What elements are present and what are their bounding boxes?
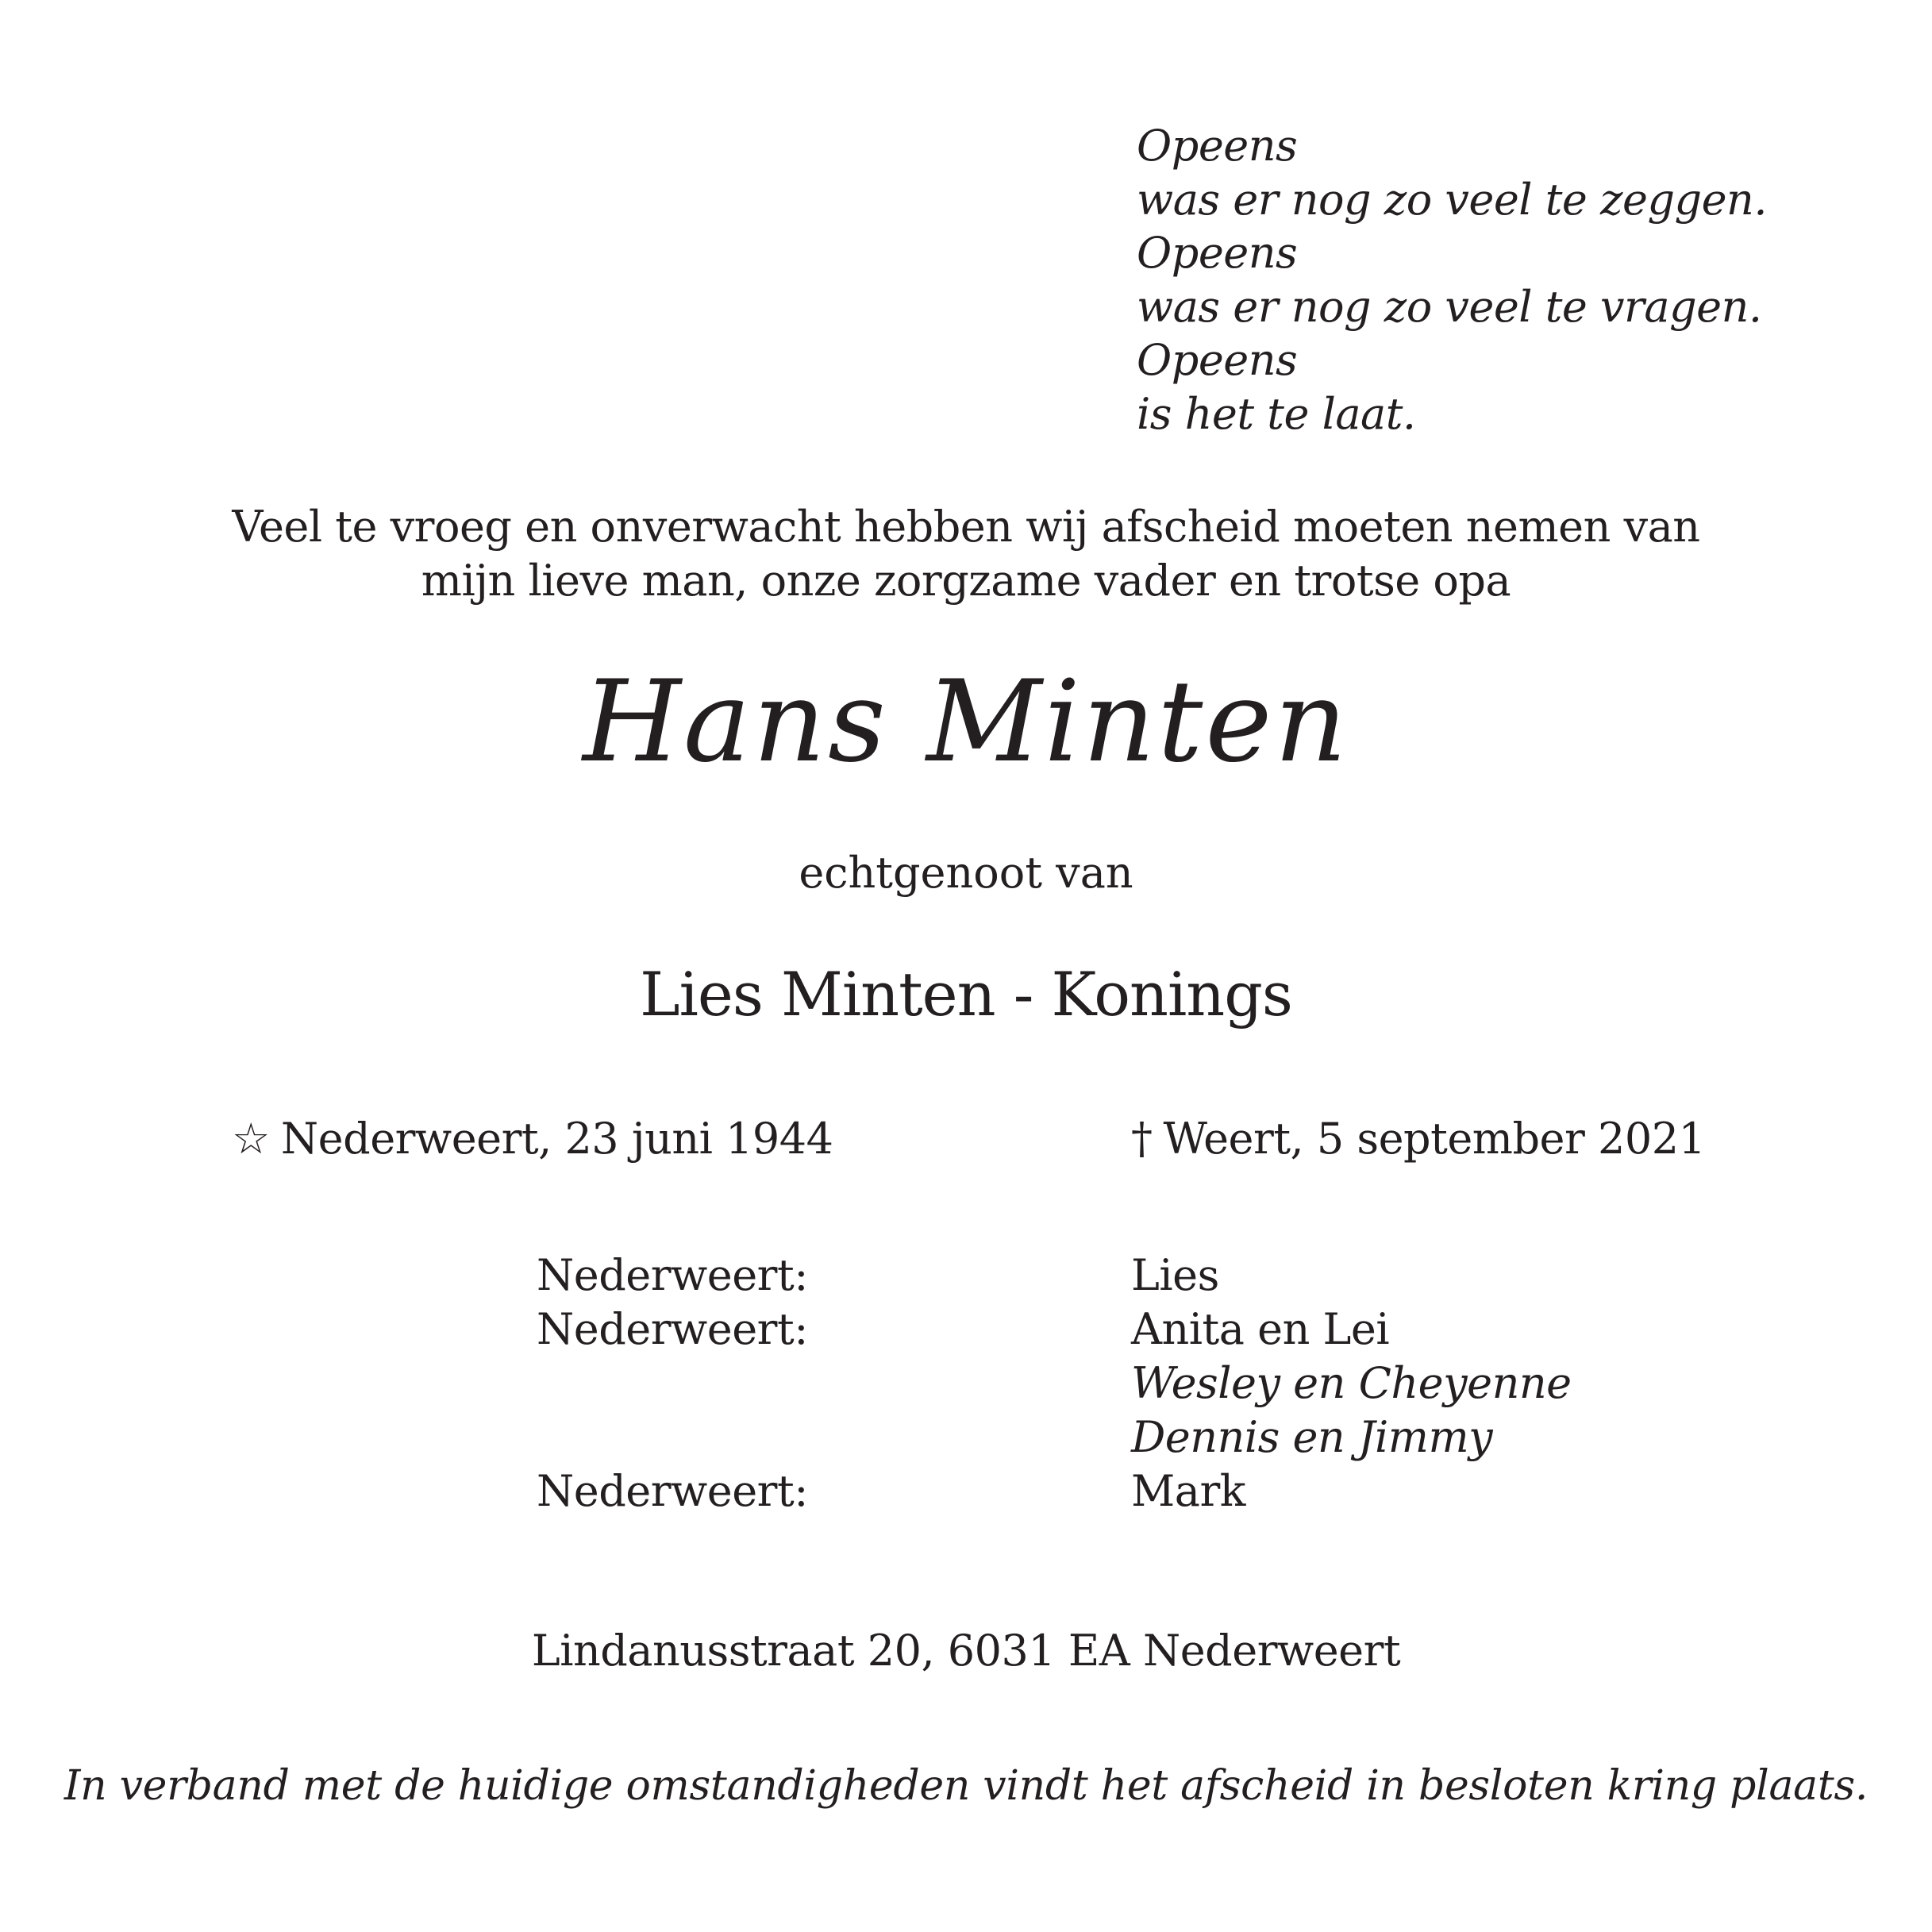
address: Lindanusstraat 20, 6031 EA Nederweert (531, 1626, 1401, 1676)
relative-place: Nederweert: (537, 1250, 808, 1300)
relative-name: Lies (1131, 1250, 1219, 1300)
birth-text: Nederweert, 23 juni 1944 (280, 1114, 833, 1164)
spouse-name: Lies Minten - Konings (640, 959, 1292, 1030)
star-icon: ☆ (232, 1114, 270, 1164)
poem-line: Opeens (1137, 121, 1298, 171)
poem-line: Opeens (1137, 335, 1298, 385)
poem-line: was er nog zo veel te vragen. (1137, 281, 1762, 332)
death-text: Weert, 5 september 2021 (1163, 1114, 1706, 1164)
intro-line-2: mijn lieve man, onze zorgzame vader en trotse opa (421, 555, 1511, 606)
ceremony-notice: In verband met de huidige omstandigheden vindt het afscheid in besloten kring plaats. (64, 1762, 1868, 1810)
intro-line-1: Veel te vroeg en onverwacht hebben wij afscheid moeten nemen van (232, 502, 1700, 552)
birth-info (232, 1111, 833, 1167)
relative-place: Nederweert: (537, 1466, 808, 1516)
poem-line: was er nog zo veel te zeggen. (1137, 174, 1767, 225)
grandchild-name: Dennis en Jimmy (1131, 1412, 1493, 1462)
spouse-label: echtgenoot van (799, 848, 1133, 898)
intro-text (0, 500, 1932, 607)
relatives-places (537, 1249, 808, 1518)
cross-icon: † (1131, 1114, 1153, 1164)
relative-name: Mark (1131, 1466, 1246, 1516)
relative-place: Nederweert: (537, 1304, 808, 1354)
poem-line: Opeens (1137, 228, 1298, 278)
relative-place (537, 1411, 808, 1464)
deceased-name: Hans Minten (583, 656, 1349, 787)
grandchild-name: Wesley en Cheyenne (1131, 1358, 1572, 1408)
relatives-names (1131, 1249, 1572, 1518)
poem (1137, 119, 1767, 441)
poem-line: is het te laat. (1137, 388, 1416, 439)
relative-place (537, 1357, 808, 1411)
relative-name: Anita en Lei (1131, 1304, 1390, 1354)
death-info (1131, 1111, 1705, 1167)
